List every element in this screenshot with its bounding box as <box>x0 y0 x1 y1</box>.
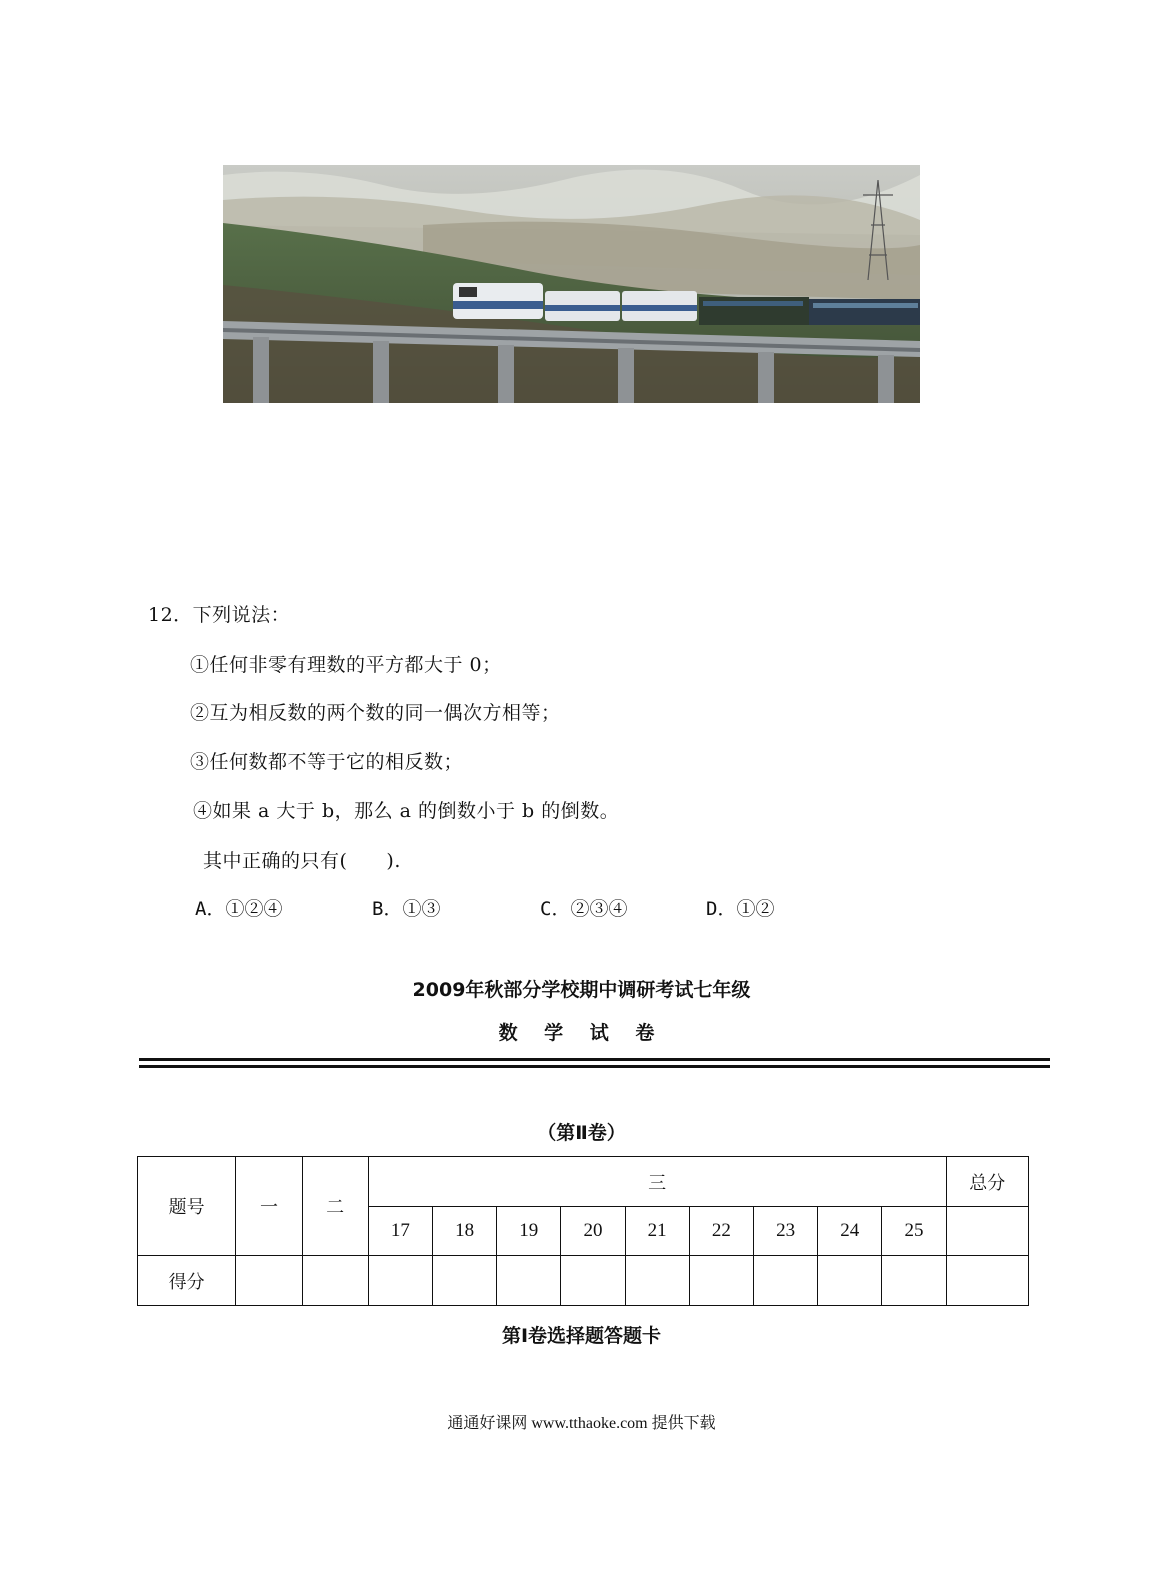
total-score-cell[interactable] <box>946 1256 1028 1306</box>
option-b: B．①③ <box>372 898 441 920</box>
train-photo <box>223 165 920 403</box>
question-number-cell: 17 <box>368 1207 432 1256</box>
part-three-header: 三 <box>368 1157 946 1207</box>
question-prompt: 其中正确的只有( ). <box>203 850 401 872</box>
row-label-score: 得分 <box>138 1256 236 1306</box>
part-one-header: 一 <box>236 1157 302 1256</box>
statement-2: ②互为相反数的两个数的同一偶次方相等； <box>190 702 561 724</box>
statement-4: ④如果 a 大于 b，那么 a 的倒数小于 b 的倒数。 <box>193 800 620 822</box>
total-number-cell <box>946 1207 1028 1256</box>
volume-label: （第Ⅱ卷） <box>537 1122 626 1144</box>
question-number-cell: 18 <box>432 1207 496 1256</box>
total-header: 总分 <box>946 1157 1028 1207</box>
score-cell[interactable] <box>882 1256 946 1306</box>
exam-subtitle: 数 学 试 卷 <box>498 1022 665 1044</box>
option-a: A．①②④ <box>195 898 283 920</box>
score-cell[interactable] <box>689 1256 753 1306</box>
score-cell[interactable] <box>561 1256 625 1306</box>
question-number-cell: 23 <box>753 1207 817 1256</box>
score-cell[interactable] <box>753 1256 817 1306</box>
answer-card-title: 第Ⅰ卷选择题答题卡 <box>501 1325 662 1347</box>
score-cell[interactable] <box>302 1256 368 1306</box>
score-cell[interactable] <box>236 1256 302 1306</box>
score-cell[interactable] <box>625 1256 689 1306</box>
exam-title: 2009年秋部分学校期中调研考试七年级 <box>412 979 751 1001</box>
score-table <box>137 1156 1029 1306</box>
statement-3: ③任何数都不等于它的相反数； <box>190 751 464 773</box>
statement-1: ①任何非零有理数的平方都大于 0； <box>190 654 502 676</box>
divider-rule <box>139 1065 1050 1068</box>
question-number-cell: 21 <box>625 1207 689 1256</box>
question-number-cell: 20 <box>561 1207 625 1256</box>
question-title: 12．下列说法： <box>148 604 291 626</box>
divider-rule <box>139 1058 1050 1061</box>
row-label-question-number: 题号 <box>138 1157 236 1256</box>
score-cell[interactable] <box>368 1256 432 1306</box>
score-cell[interactable] <box>497 1256 561 1306</box>
option-d: D．①② <box>706 898 775 920</box>
option-c: C．②③④ <box>540 898 628 920</box>
score-cell[interactable] <box>818 1256 882 1306</box>
question-number-cell: 25 <box>882 1207 946 1256</box>
question-number-cell: 19 <box>497 1207 561 1256</box>
question-number-cell: 22 <box>689 1207 753 1256</box>
score-cell[interactable] <box>432 1256 496 1306</box>
footer-credit: 通通好课网 www.tthaoke.com 提供下载 <box>447 1415 716 1432</box>
question-number-cell: 24 <box>818 1207 882 1256</box>
part-two-header: 二 <box>302 1157 368 1256</box>
